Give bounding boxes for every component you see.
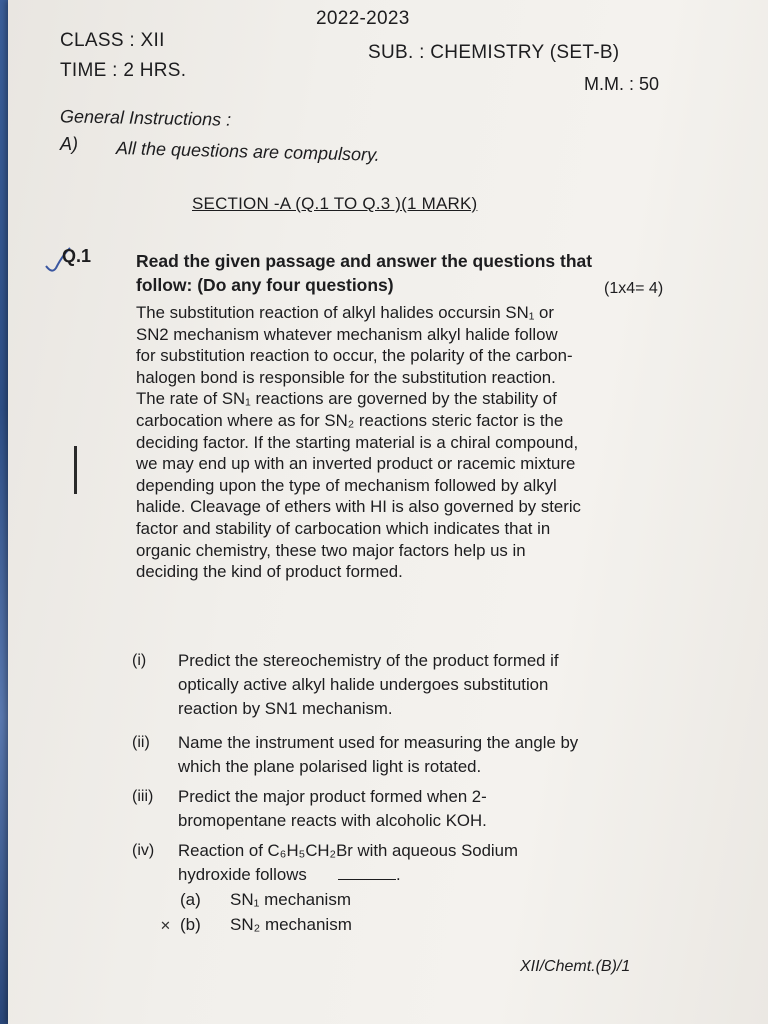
instructions-title: General Instructions :: [59, 106, 232, 130]
subquestion-number: (iii): [132, 788, 154, 805]
subquestion-line: Reaction of C₆H₅CH₂Br with aqueous Sodium: [178, 841, 518, 860]
passage-line: The substitution reaction of alkyl halides occursin SN₁ or: [136, 303, 554, 322]
question-stem-line1: Read the given passage and answer the questions that: [136, 251, 593, 271]
subquestion-line: which the plane polarised light is rotated.: [178, 757, 482, 776]
subquestion-line: Name the instrument used for measuring the angle by: [178, 733, 579, 752]
passage-line: for substitution reaction to occur, the polarity of the carbon-: [136, 346, 573, 366]
class-label: CLASS : XII: [60, 30, 165, 51]
margin-mark: [74, 446, 77, 494]
max-marks: M.M. : 50: [584, 74, 660, 94]
time-label: TIME : 2 HRS.: [60, 60, 187, 81]
passage-line: we may end up with an inverted product or racemic mixture: [136, 454, 576, 474]
subquestion-line: Predict the stereochemistry of the product formed if: [178, 651, 559, 670]
passage-line: carbocation where as for SN₂ reactions steric factor is the: [136, 410, 564, 430]
subquestion-number: (ii): [132, 734, 150, 751]
answer-blank: .: [338, 864, 401, 886]
subquestion-line: hydroxide follows: [178, 865, 307, 884]
option-b-text: SN₂ mechanism: [230, 915, 352, 934]
passage-line: depending upon the type of mechanism followed by alkyl: [136, 475, 557, 495]
question-stem-line2: follow: (Do any four questions): [136, 275, 394, 295]
page-code: XII/Chemt.(B)/1: [520, 958, 631, 975]
instruction-text-a: All the questions are compulsory.: [115, 138, 380, 165]
cross-mark-icon: ✕: [160, 918, 171, 933]
passage-line: SN2 mechanism whatever mechanism alkyl halide follow: [136, 324, 558, 344]
passage-line: deciding the kind of product formed.: [136, 562, 403, 582]
passage-line: halide. Cleavage of ethers with HI is also governed by steric: [136, 497, 581, 517]
subquestion-line: reaction by SN1 mechanism.: [178, 699, 393, 718]
academic-year: 2022-2023: [316, 8, 410, 29]
option-a-marker: (a): [180, 890, 201, 909]
question-marks: (1x4= 4): [604, 280, 664, 297]
subquestion-number: (iv): [132, 842, 155, 859]
subject-label: SUB. : CHEMISTRY (SET-B): [368, 42, 620, 63]
exam-paper: [8, 0, 768, 1024]
subquestion-line: bromopentane reacts with alcoholic KOH.: [178, 811, 487, 830]
passage: [136, 302, 686, 583]
option-b-marker: (b): [180, 915, 201, 934]
passage-line: The rate of SN₁ reactions are governed by the stability of: [136, 389, 557, 409]
passage-line: factor and stability of carbocation which indicates that in: [136, 518, 551, 538]
instruction-marker-a: A): [60, 134, 78, 154]
passage-line: deciding factor. If the starting material is a chiral compound,: [136, 432, 579, 452]
option-a-text: SN₁ mechanism: [230, 890, 351, 909]
subquestion-line: optically active alkyl halide undergoes substitution: [178, 675, 549, 694]
question-number: Q.1: [62, 246, 92, 266]
section-title: SECTION -A (Q.1 TO Q.3 )(1 MARK): [192, 194, 478, 213]
passage-line: organic chemistry, these two major factors help us in: [136, 540, 526, 560]
passage-line: halogen bond is responsible for the substitution reaction.: [136, 367, 556, 387]
subquestion-line: Predict the major product formed when 2-: [178, 787, 487, 806]
subquestion-number: (i): [132, 652, 147, 669]
